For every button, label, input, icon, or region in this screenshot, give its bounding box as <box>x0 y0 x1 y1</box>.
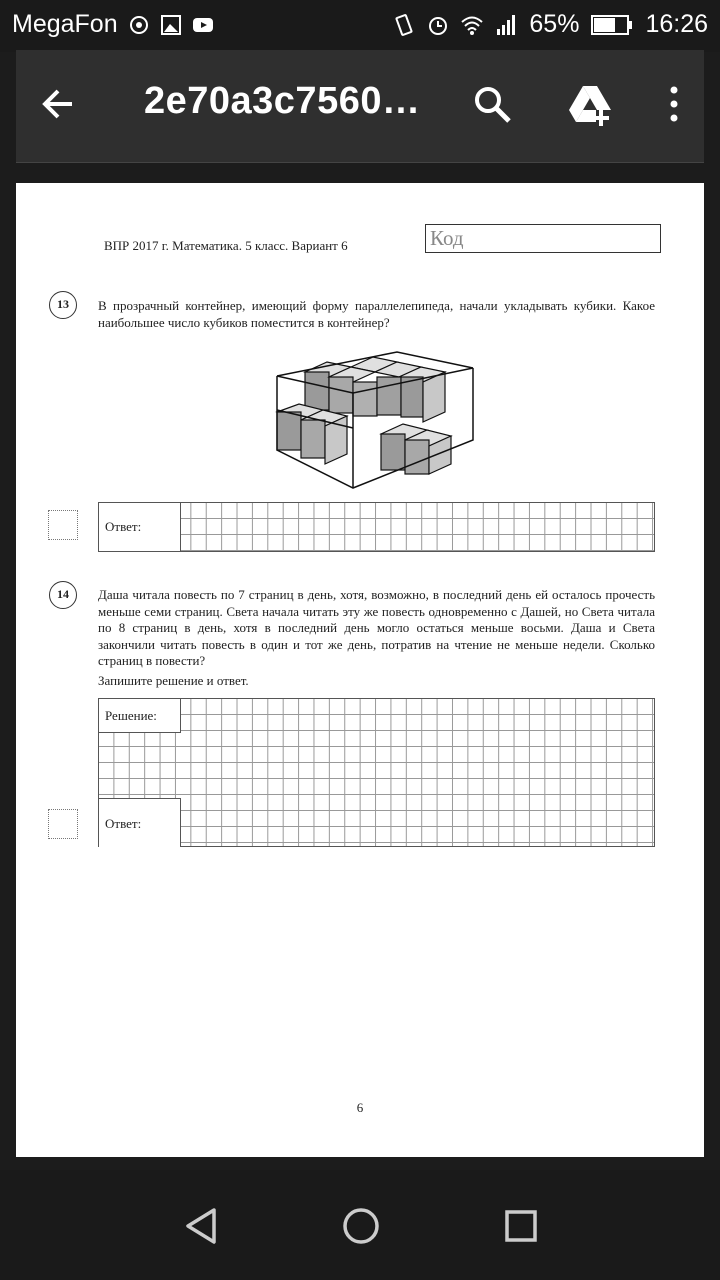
vibrate-icon <box>393 14 415 36</box>
page-number: 6 <box>356 1100 364 1115</box>
solution-14-label: Решение: <box>99 699 181 733</box>
add-to-drive-icon[interactable] <box>566 80 616 130</box>
signal-icon <box>495 14 517 36</box>
navigation-bar <box>0 1170 720 1280</box>
answer-14-label: Ответ: <box>99 798 181 847</box>
back-arrow-icon[interactable] <box>38 84 78 124</box>
wifi-icon <box>461 14 483 36</box>
solution-14-grid[interactable] <box>98 698 655 847</box>
document-title: 2e70a3c7560… <box>144 80 421 122</box>
clock: 16:26 <box>645 10 708 38</box>
answer-13-grid[interactable] <box>98 502 655 552</box>
search-icon[interactable] <box>472 84 512 124</box>
question-13-number: 13 <box>49 291 77 319</box>
nav-home-icon[interactable] <box>339 1204 383 1248</box>
answer-13-checkbox[interactable] <box>48 510 78 540</box>
question-14-instruction: Запишите решение и ответ. <box>98 673 249 688</box>
page-header: ВПР 2017 г. Математика. 5 класс. Вариант 6 <box>104 238 348 253</box>
status-bar <box>0 0 720 52</box>
question-13-text: В прозрачный контейнер, имеющий форму параллелепипеда, начали укладывать кубики. Какое наибольшее число кубиков поместится в контейнер? <box>98 298 655 330</box>
alarm-icon <box>427 14 449 36</box>
battery-percent: 65% <box>529 10 580 38</box>
question-14-number: 14 <box>49 581 77 609</box>
nav-recents-icon[interactable] <box>499 1204 543 1248</box>
youtube-icon <box>192 14 214 36</box>
answer-14-checkbox[interactable] <box>48 809 78 839</box>
code-field: Код <box>425 224 661 253</box>
more-options-icon[interactable] <box>664 84 684 124</box>
cubes-container-figure <box>271 338 481 493</box>
hotspot-icon <box>128 14 150 36</box>
battery-icon <box>591 14 633 36</box>
question-14-text: Даша читала повесть по 7 страниц в день, хотя, возможно, в последний день ей осталось прочесть меньше семи страниц. Света начала читать эту же повесть одновременно с Дашей, но Света читала по 8 страниц в день, хотя в последний день могло остаться меньше восьми. Даша и Света закончили читать повесть в один и тот же день, потратив на чтение не меньше недели. Сколько страниц в повести? <box>98 587 655 668</box>
document-page <box>16 183 704 1157</box>
image-icon <box>160 14 182 36</box>
app-bar <box>16 50 704 163</box>
nav-back-icon[interactable] <box>180 1204 224 1248</box>
carrier-label: MegaFon <box>12 10 118 38</box>
answer-13-label: Ответ: <box>99 503 181 551</box>
